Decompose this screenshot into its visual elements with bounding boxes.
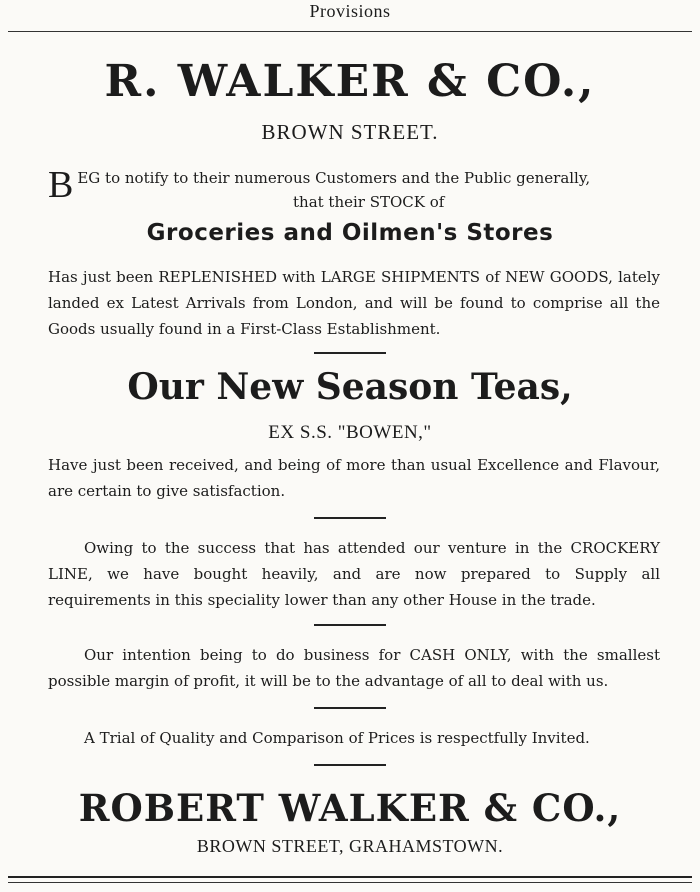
cash-text: Our intention being to do business for CASH ONLY, with the smallest possible margin of profit, it will be to the advantage of all to deal with us.	[48, 646, 660, 690]
trial-paragraph	[48, 725, 660, 751]
bottom-rule-thin	[8, 882, 692, 883]
cash-paragraph	[48, 642, 660, 694]
divider-dash	[314, 707, 386, 709]
replenished-paragraph: Has just been REPLENISHED with LARGE SHIPMENTS of NEW GOODS, lately landed ex Latest Arrivals from London, and will be found to comprise all the Goods usually found in a First-Class Establishment.	[48, 268, 660, 338]
teas-paragraph: Have just been received, and being of more than usual Excellence and Flavour, are certain to give satisfaction.	[48, 456, 660, 500]
notice-line-2: that their STOCK of	[293, 193, 445, 211]
divider-dash	[314, 624, 386, 626]
firm-address: BROWN STREET.	[261, 120, 439, 144]
divider-dash	[314, 517, 386, 519]
notice-paragraph	[48, 166, 660, 214]
closing-firm-name: ROBERT WALKER & CO.,	[78, 786, 622, 830]
goods-heading: Groceries and Oilmen's Stores	[146, 220, 554, 246]
section-heading: Provisions	[309, 1, 391, 21]
crockery-paragraph	[48, 535, 660, 613]
top-rule	[8, 31, 692, 32]
divider-dash	[314, 352, 386, 354]
firm-name: R. WALKER & CO.,	[104, 56, 596, 107]
closing-address: BROWN STREET, GRAHAMSTOWN.	[196, 836, 504, 856]
teas-heading: Our New Season Teas,	[127, 366, 573, 408]
crockery-text: Owing to the success that has attended our venture in the CROCKERY LINE, we have bought heavily, and are now prepared to Supply all requirements in this speciality lower than any other House in the trade.	[48, 539, 660, 609]
bottom-rule	[8, 876, 692, 878]
divider-dash	[314, 764, 386, 766]
ship-line: EX S.S. "BOWEN,"	[268, 422, 432, 443]
drop-cap: B	[48, 164, 74, 206]
notice-line-1: EG to notify to their numerous Customers and the Public generally,	[77, 169, 591, 187]
trial-text: A Trial of Quality and Comparison of Prices is respectfully Invited.	[84, 729, 590, 747]
